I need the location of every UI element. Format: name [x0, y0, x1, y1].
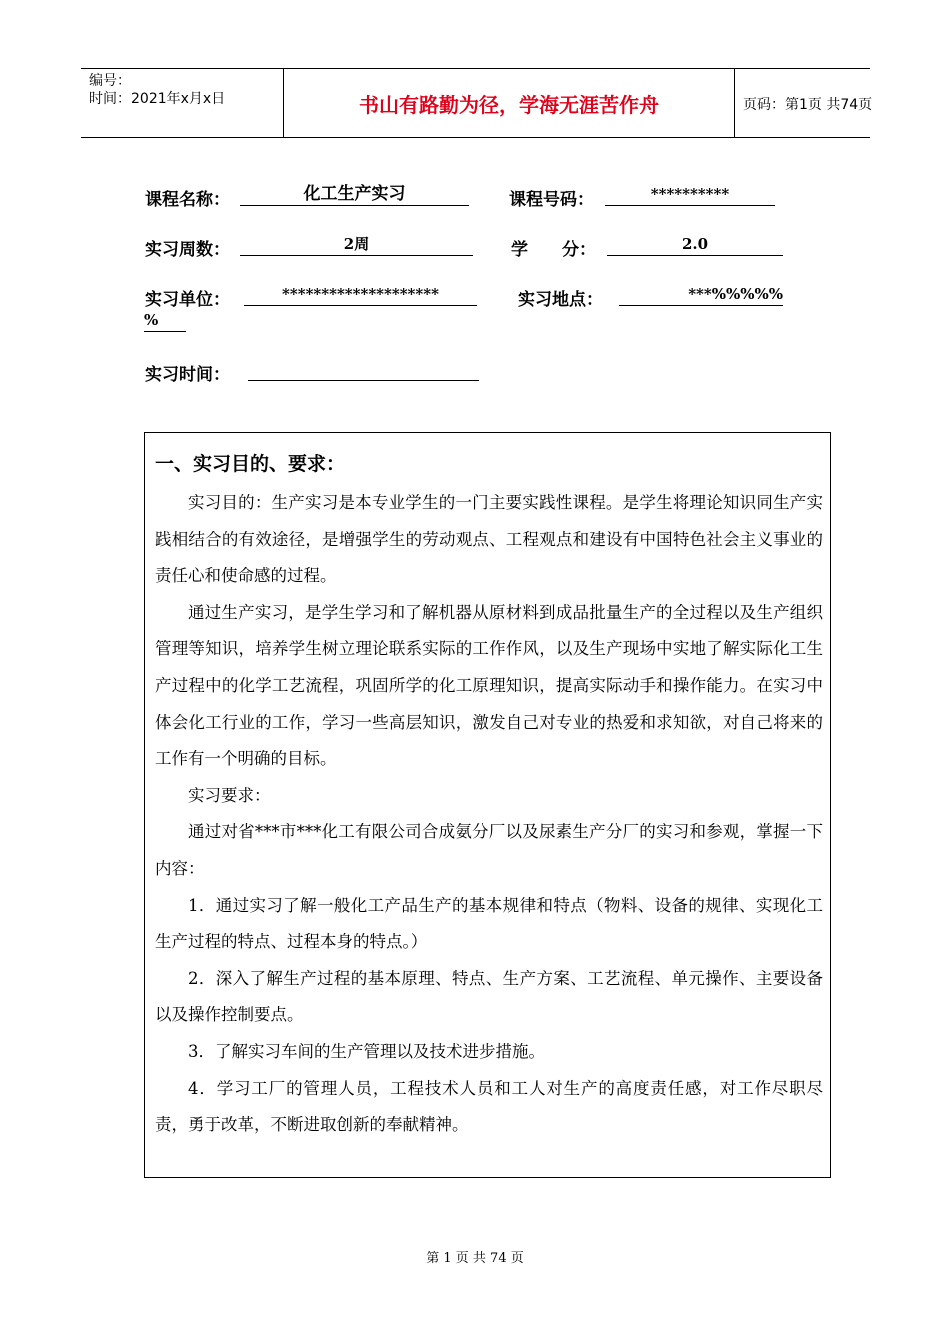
- header-time: 时间：2021年x月x日: [89, 91, 226, 107]
- credit-label: 学 分：: [511, 240, 596, 260]
- section-title: 一、实习目的、要求：: [155, 453, 346, 475]
- paragraph: 实习目的：生产实习是本专业学生的一门主要实践性课程。是学生将理论知识同生产实践相结合的有效途径，是增强学生的劳动观点、工程观点和建设有中国特色社会主义事业的责任心和使命感的过程。: [155, 493, 823, 586]
- course-code-label: 课程号码：: [509, 190, 594, 210]
- header-motto: 书山有路勤为径，学海无涯苦作舟: [283, 69, 735, 137]
- section-body: [155, 485, 823, 1144]
- page-header: [81, 68, 873, 138]
- list-item: 2．深入了解生产过程的基本原理、特点、生产方案、工艺流程、单元操作、主要设备以及操作控制要点。: [155, 968, 823, 1025]
- weeks-label: 实习周数：: [145, 240, 230, 260]
- paragraph: 通过生产实习，是学生学习和了解机器从原材料到成品批量生产的全过程以及生产组织管理等知识，培养学生树立理论联系实际的工作作风，以及生产现场中实地了解实际化工生产过程中的化学工艺流程，巩固所学的化工原理知识，提高实际动手和操作能力。在实习中体会化工行业的工作，学习一些高层知识，激发自己对专业的热爱和求知欲，对自己将来的工作有一个明确的目标。: [155, 602, 823, 769]
- objectives-box: [144, 432, 831, 1178]
- time-value: [248, 359, 479, 381]
- list-item: 4．学习工厂的管理人员，工程技术人员和工人对生产的高度责任感，对工作尽职尽责，勇于改革，不断进取创新的奉献精神。: [155, 1078, 823, 1135]
- time-label: 实习时间：: [145, 365, 230, 385]
- page-footer: 第 1 页 共 74 页: [426, 1251, 524, 1266]
- paragraph: 实习要求：: [188, 785, 271, 805]
- course-name-label: 课程名称：: [145, 190, 230, 210]
- header-meta: [81, 69, 283, 137]
- header-number: 编号：: [89, 73, 131, 89]
- list-item: 3．了解实习车间的生产管理以及技术进步措施。: [188, 1041, 545, 1061]
- location-label: 实习地点：: [518, 290, 603, 310]
- course-name-value: 化工生产实习: [240, 184, 469, 206]
- header-page-info: 页码：第1页 共74页: [743, 97, 873, 113]
- unit-label: 实习单位：: [145, 290, 230, 310]
- location-value: ***%%%%%: [619, 284, 783, 306]
- course-code-value: **********: [605, 184, 775, 206]
- credit-value: 2.0: [607, 234, 783, 256]
- paragraph: 通过对省***市***化工有限公司合成氨分厂以及尿素生产分厂的实习和参观，掌握一下内容：: [155, 822, 823, 878]
- list-item: 1．通过实习了解一般化工产品生产的基本规律和特点（物料、设备的规律、实现化工生产过程的特点、过程本身的特点。）: [155, 895, 823, 952]
- unit-value: ********************: [244, 284, 477, 306]
- weeks-value: 2周: [240, 234, 473, 256]
- location-value-cont: %: [144, 310, 186, 332]
